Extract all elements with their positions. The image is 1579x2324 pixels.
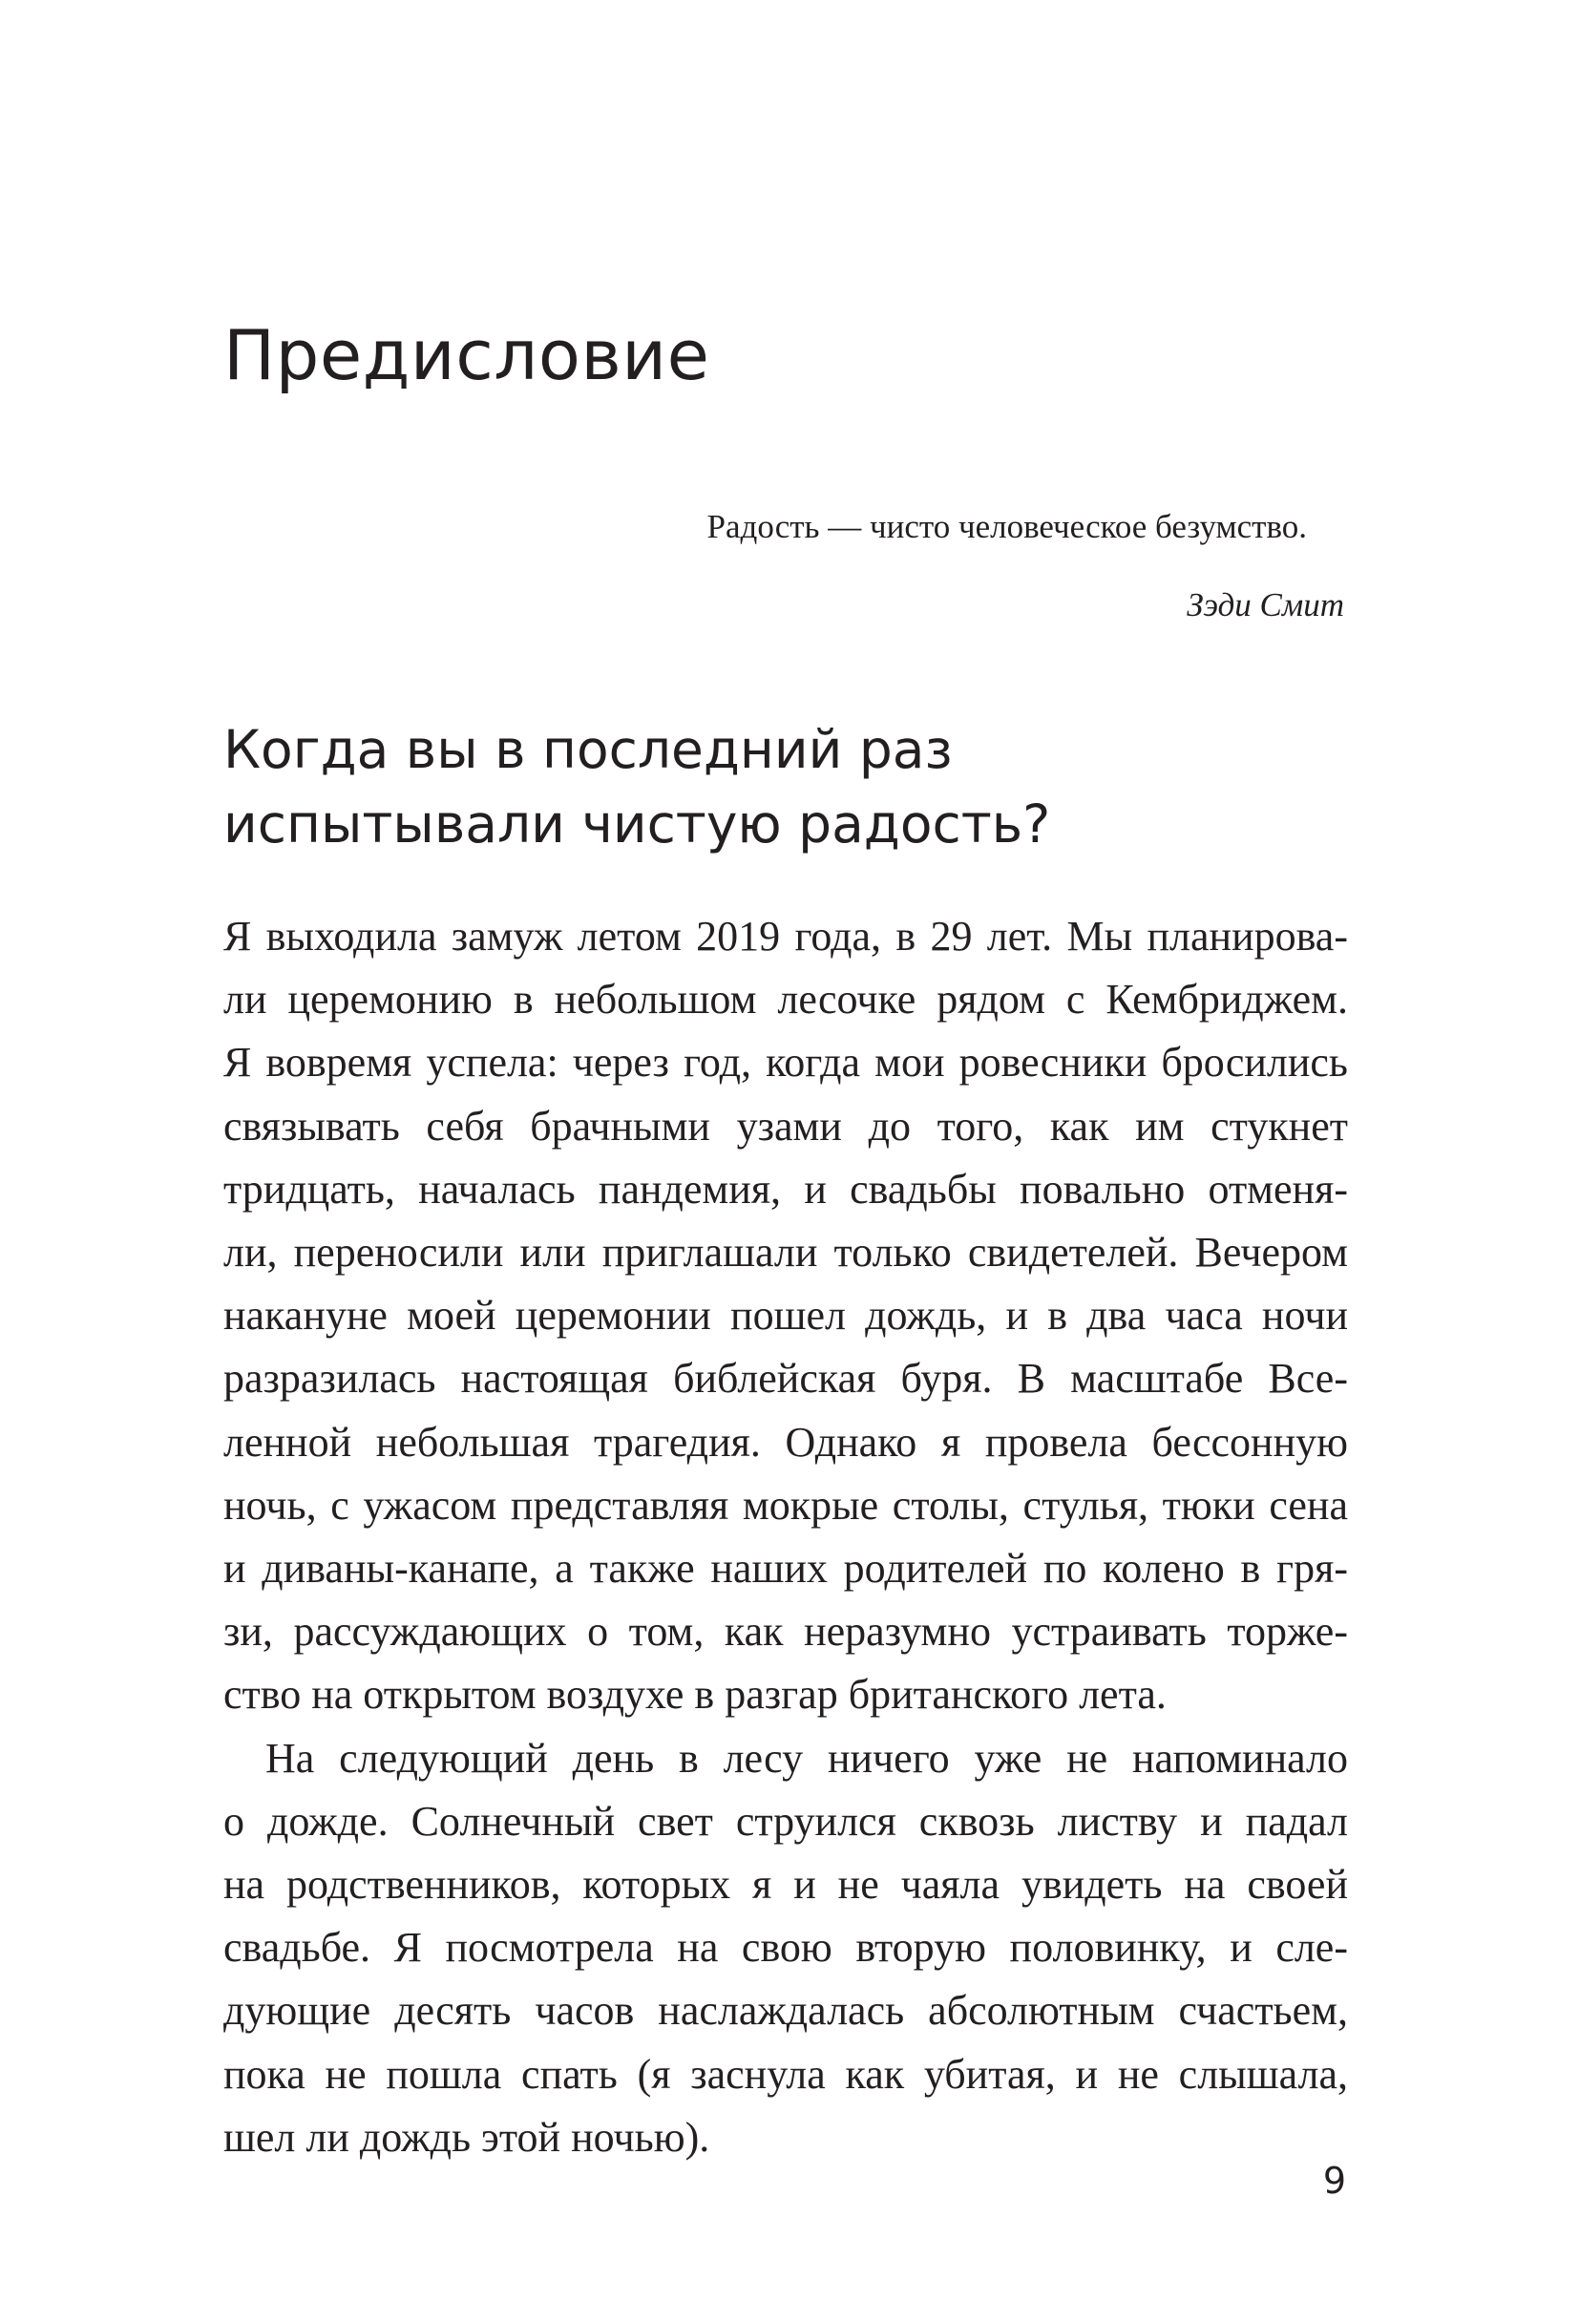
text-line: Я выходила замуж летом 2019 года, в 29 лет. Мы планирова-	[223, 913, 1348, 960]
page-number: 9	[1322, 2160, 1346, 2202]
text-line: тридцать, началась пандемия, и свадьбы повально отменя-	[223, 1165, 1348, 1213]
epigraph-author: Зэди Смит	[1187, 586, 1344, 623]
text-line: ленной небольшая трагедия. Однако я провела бессонную	[223, 1418, 1348, 1466]
text-line: На следующий день в лесу ничего уже не напоминало	[265, 1734, 1348, 1782]
text-line: накануне моей церемонии пошел дождь, и в два часа ночи	[223, 1292, 1348, 1340]
text-line: пока не пошла спать (я заснула как убитая, и не слышала,	[223, 2050, 1348, 2098]
text-line: свадьбе. Я посмотрела на свою вторую половинку, и сле-	[223, 1924, 1348, 1972]
text-line: ночь, с ужасом представляя мокрые столы, стулья, тюки сена	[223, 1481, 1348, 1529]
section-heading-line: Когда вы в последний раз	[223, 719, 953, 780]
section-heading-line: испытывали чистую радость?	[223, 793, 1051, 855]
text-line: разразилась настоящая библейская буря. В масштабе Все-	[223, 1355, 1348, 1403]
text-line: ли церемонию в небольшом лесочке рядом с Кембриджем.	[223, 976, 1348, 1024]
text-line: и диваны-канапе, а также наших родителей по колено в гря-	[223, 1545, 1348, 1593]
text-line: ли, переносили или приглашали только свидетелей. Вечером	[223, 1229, 1348, 1277]
text-line: Я вовремя успела: через год, когда мои ровесники бросились	[223, 1039, 1348, 1087]
body-text	[223, 905, 1348, 2169]
text-line: зи, рассуждающих о том, как неразумно устраивать торже-	[223, 1608, 1348, 1656]
text-line: о дожде. Солнечный свет струился сквозь листву и падал	[223, 1797, 1348, 1845]
paragraph	[223, 905, 1348, 1727]
epigraph-text: Радость — чисто человеческое безумство.	[706, 508, 1307, 545]
text-line: шел ли дождь этой ночью).	[223, 2113, 710, 2161]
text-line: связывать себя брачными узами до того, как им стукнет	[223, 1102, 1348, 1150]
paragraph	[223, 1727, 1348, 2169]
chapter-title: Предисловие	[223, 315, 710, 395]
text-line: дующие десять часов наслаждалась абсолютным счастьем,	[223, 1987, 1348, 2035]
text-line: ство на открытом воздухе в разгар британского лета.	[223, 1671, 1167, 1719]
section-heading	[223, 712, 1050, 861]
text-line: на родственников, которых я и не чаяла увидеть на своей	[223, 1861, 1348, 1909]
